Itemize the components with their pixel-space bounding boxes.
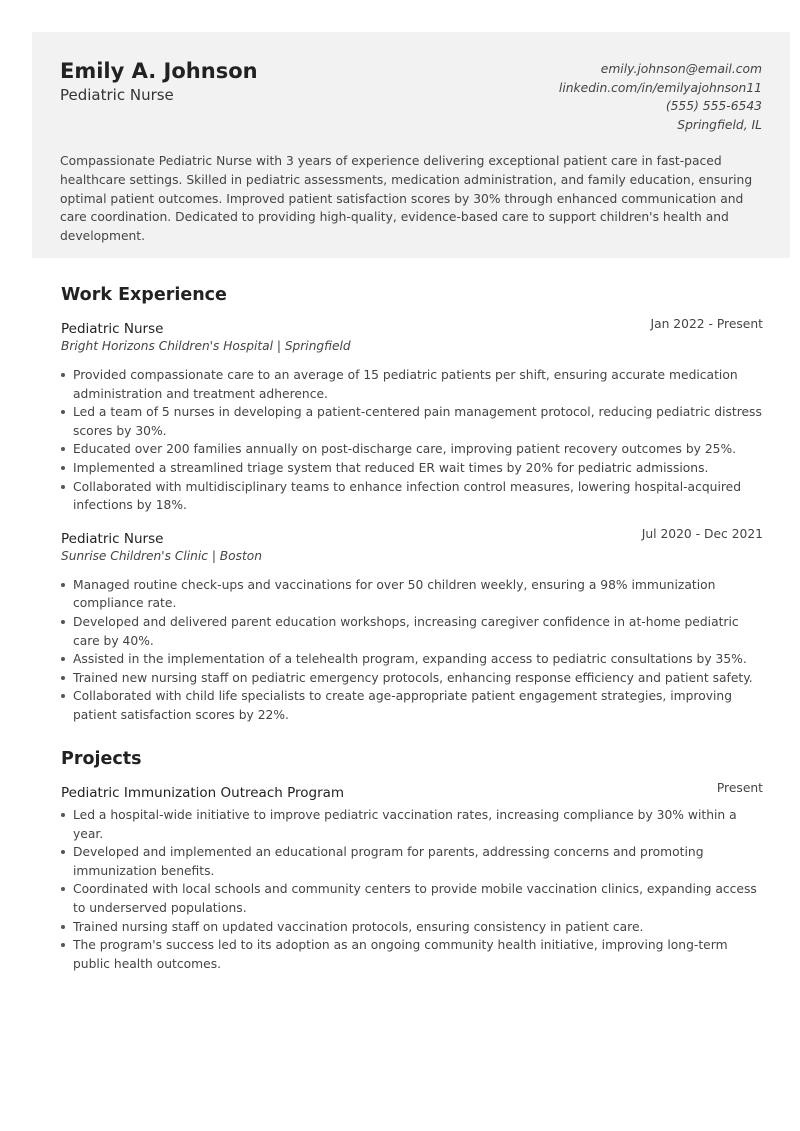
job-dates: Jan 2022 - Present	[650, 317, 763, 331]
job-title: Pediatric Nurse	[61, 530, 164, 547]
list-item: Led a hospital-wide initiative to improve pediatric vaccination rates, increasing compliance by 30% within a year.	[61, 806, 763, 843]
list-item: Developed and implemented an educational program for parents, addressing concerns and promoting immunization benefits.	[61, 843, 763, 880]
job-dates: Jul 2020 - Dec 2021	[641, 526, 763, 541]
job-entry	[61, 317, 763, 515]
professional-summary: Compassionate Pediatric Nurse with 3 years of experience delivering exceptional patient care in fast-paced healthcare settings. Skilled in pediatric assessments, medication administration, and family education, ensuring optimal patient outcomes. Improved patient satisfaction scores by 30% through enhanced communication and care coordination. Dedicated to providing high-quality, evidence-based care to support children's health and development.	[60, 154, 753, 244]
list-item: Provided compassionate care to an average of 15 pediatric patients per shift, ensuring accurate medication administration and treatment adherence.	[61, 366, 763, 403]
contact-block	[559, 60, 762, 134]
job-organization: Bright Horizons Children's Hospital | Springfield	[61, 339, 351, 353]
list-item: Trained nursing staff on updated vaccination protocols, ensuring consistency in patient care.	[61, 918, 763, 937]
contact-phone: (555) 555-6543	[665, 99, 762, 114]
list-item: Coordinated with local schools and community centers to provide mobile vaccination clinics, expanding access to underserved populations.	[61, 880, 763, 917]
project-dates: Present	[716, 781, 763, 795]
list-item: Educated over 200 families annually on post-discharge care, improving patient recovery outcomes by 25%.	[61, 440, 763, 459]
list-item: Collaborated with multidisciplinary teams to enhance infection control measures, lowering hospital-acquired infections by 18%.	[61, 478, 763, 515]
resume-header	[32, 32, 790, 258]
job-organization: Sunrise Children's Clinic | Boston	[61, 548, 262, 563]
project-title: Pediatric Immunization Outreach Program	[61, 785, 345, 801]
list-item: Implemented a streamlined triage system that reduced ER wait times by 20% for pediatric admissions.	[61, 459, 763, 478]
job-bullets	[61, 366, 763, 515]
list-item: Trained new nursing staff on pediatric emergency protocols, enhancing response efficiency and patient safety.	[61, 669, 763, 688]
list-item: The program's success led to its adoption as an ongoing community health initiative, improving long-term public health outcomes.	[61, 936, 763, 973]
work-experience-section	[61, 284, 763, 725]
contact-linkedin[interactable]: linkedin.com/in/emilyajohnson11	[558, 80, 762, 95]
list-item: Developed and delivered parent education workshops, increasing caregiver confidence in at-home pediatric care by 40%.	[61, 613, 763, 650]
section-heading: Projects	[61, 749, 142, 769]
list-item: Led a team of 5 nurses in developing a patient-centered pain management protocol, reducing pediatric distress scores by 30%.	[61, 403, 763, 440]
candidate-name: Emily A. Johnson	[60, 59, 258, 83]
list-item: Collaborated with child life specialists to create age-appropriate patient engagement strategies, improving patient satisfaction scores by 22%.	[61, 687, 763, 724]
project-entry	[61, 781, 763, 973]
job-entry	[61, 526, 763, 725]
projects-section	[61, 748, 763, 973]
contact-location: Springfield, IL	[677, 117, 762, 132]
list-item: Assisted in the implementation of a telehealth program, expanding access to pediatric consultations by 35%.	[61, 650, 763, 669]
job-bullets	[61, 576, 763, 725]
contact-email[interactable]: emily.johnson@email.com	[600, 62, 762, 76]
candidate-title: Pediatric Nurse	[60, 86, 174, 104]
job-title: Pediatric Nurse	[61, 321, 164, 337]
section-heading: Work Experience	[61, 285, 227, 305]
project-bullets	[61, 806, 763, 973]
list-item: Managed routine check-ups and vaccinations for over 50 children weekly, ensuring a 98% immunization compliance rate.	[61, 576, 763, 613]
